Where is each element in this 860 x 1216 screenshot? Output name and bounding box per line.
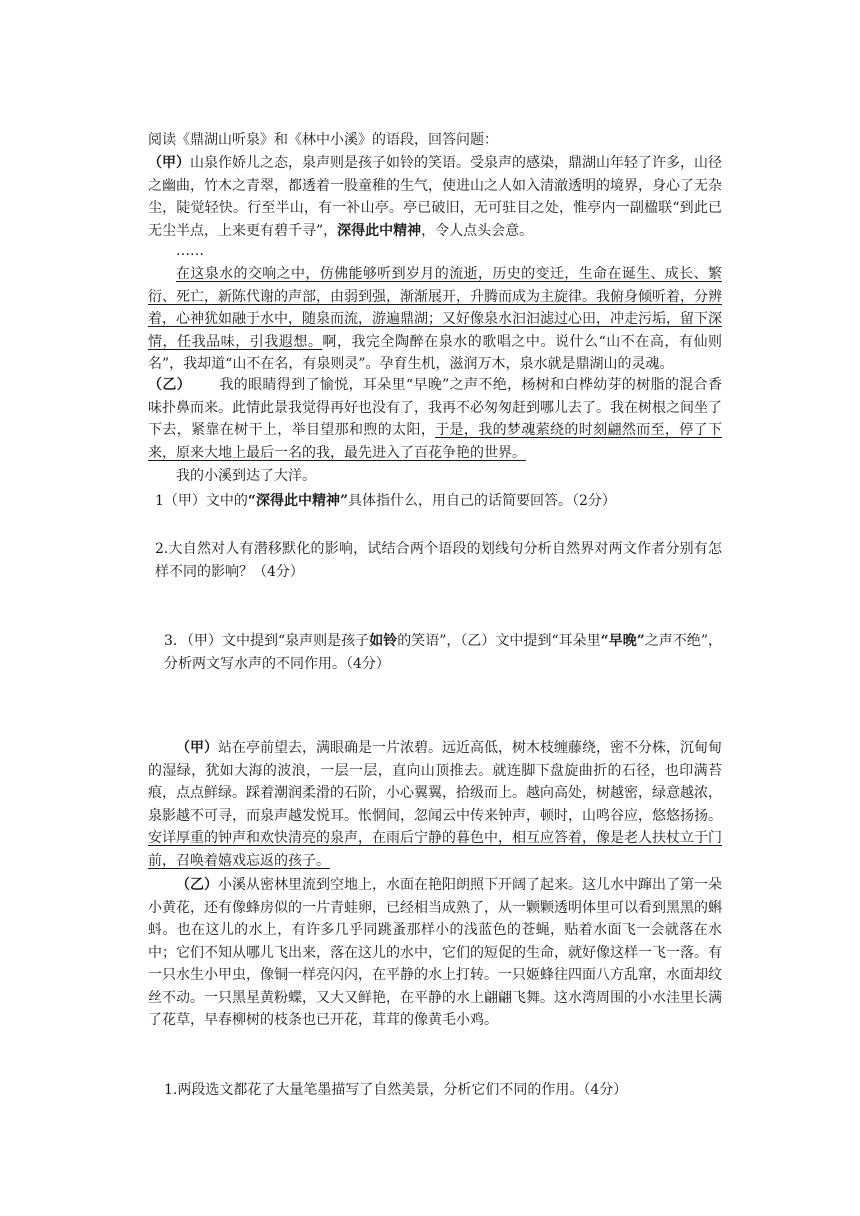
q3-bold-2: “早晚”: [600, 633, 645, 649]
label-yi: （乙）: [148, 377, 192, 393]
label-yi-2: （乙）: [176, 877, 218, 893]
intro-text: 阅读《鼎湖山听泉》和《林中小溪》的语段，回答问题：: [148, 132, 498, 148]
jia-text-a: 山泉作娇儿之态，泉声则是孩子如铃的笑语。受泉声的感染，鼎湖山年轻了许多，山径之幽曲，竹木之青翠，都透着一股童稚的生气，使进山之人如入清澈透明的境界，身心了无杂尘，陡觉轻快。行至半山，有一补山亭。亭已破旧，无可驻目之处，惟亭内一副楹联“到此已无尘半点，上来更有碧千寻”，: [148, 155, 722, 239]
passage-jia-2: [148, 263, 722, 376]
question-2: [155, 538, 722, 583]
question-2-1: [164, 1079, 722, 1102]
passage2-yi: [148, 874, 722, 1032]
q3-bold-1: 如铃: [369, 633, 398, 649]
jia-underlined-sentence: 在这泉水的交响之中，仿佛能够听到岁月的流逝，历史的变迁，生命在诞生、成长、繁衍、死亡，新陈代谢的声部，由弱到强，渐渐展开，升腾而成为主旋律。我俯身倾听着，分辨着，心神犹如融于水中，随泉而流，游遍鼎湖；又好像泉水汩汩滤过心田，冲走污垢，留下深情，任我品味，引我遐想。: [148, 266, 722, 350]
yi-last-line: 我的小溪到达了大洋。: [176, 468, 316, 484]
q3-text-a: 3．（甲）文中提到“泉声则是孩子: [164, 633, 370, 649]
label-jia-2: （甲）: [176, 740, 218, 756]
jia-text-b: ，令人点头会意。: [421, 222, 534, 239]
jia-p2-rest: 啊，我完全陶醉在泉水的歌唱之中。说什么“山不在高，有仙则名”，我却道“山不在名，有泉则灵”。孕育生机，滋润万木，泉水就是鼎湖山的灵魂。: [148, 333, 723, 372]
yi2-text: 小溪从密林里流到空地上，水面在艳阳朗照下开阔了起来。这儿水中蹿出了第一朵小黄花，还有像蜂房似的一片青蛙卵，已经相当成熟了，从一颗颗透明体里可以看到黑黑的蝌蚪。也在这儿的水上，有许多几乎同跳蚤那样小的浅蓝色的苍蝇，贴着水面飞一会就落在水中；它们不知从哪儿飞出来，落在这儿的水中，它们的短促的生命，就好像这样一飞一落。有一只水生小甲虫，像铜一样亮闪闪，在平静的水上打转。一只姬蜂往四面八方乱窜，水面却纹丝不动。一只黑星黄粉蝶，又大又鲜艳，在平静的水上翩翩飞舞。这水湾周围的小水洼里长满了花草，早春柳树的枝条也已开花，茸茸的像黄毛小鸡。: [148, 877, 722, 1028]
yi-underlined-sentence: 于是，我的梦魂萦绕的时刻翩然而至，停了下来，原来大地上最后一名的我，最先进入了百花争艳的世界。: [148, 422, 723, 461]
passage-yi-last: [148, 465, 722, 488]
jia2-text: 站在亭前望去，满眼确是一片浓碧。远近高低，树木枝缠藤绕，密不分株，沉甸甸的湿绿，犹如大海的波浪，一层一层，直向山顶推去。就连脚下盘旋曲折的石径，也印满苔痕，点点鲜绿。踩着潮润柔滑的石阶，小心翼翼，拾级而上。越向高处，树越密，绿意越浓，泉影越不可寻，而泉声越发悦耳。怅惘间，忽闻云中传来钟声，顿时，山鸣谷应，悠悠扬扬。: [148, 740, 722, 824]
jia2-underlined-sentence: 安详厚重的钟声和欢快清亮的泉声，在雨后宁静的暮色中，相互应答着，像是老人扶杖立于门前，召唤着嬉戏忘返的孩子。: [148, 830, 722, 869]
q3-text-c: 之声不绝”，分析两文写水声的不同作用。（4分）: [164, 633, 722, 672]
q1-bold: “深得此中精神”: [247, 493, 349, 509]
q1-text-b: 具体指什么，用自己的话简要回答。（2分）: [348, 493, 616, 509]
q2-text: 2.大自然对人有潜移默化的影响，试结合两个语段的划线句分析自然界对两文作者分别有怎样不同的影响？（4分）: [155, 541, 722, 580]
ellipsis: [148, 240, 722, 263]
passage2-jia: [148, 737, 722, 872]
yi-text-a: 我的眼睛得到了愉悦，耳朵里“早晚”之声不绝，杨树和白桦幼芽的树脂的混合香味扑鼻而来。此情此景我觉得再好也没有了，我再不必匆匆赶到哪儿去了。我在树根之间坐了下去，紧靠在树干上，举目望那和煦的太阳，: [148, 377, 723, 438]
jia-bold-phrase: 深得此中精神: [337, 222, 422, 239]
question-1: [155, 490, 729, 513]
part2-q1-text: 1.两段选文都花了大量笔墨描写了自然美景，分析它们不同的作用。（4分）: [164, 1082, 628, 1098]
q3-text-b: 的笑语”，（乙）文中提到“耳朵里: [397, 633, 601, 649]
q1-text-a: 1（甲）文中的: [155, 493, 248, 509]
label-jia: （甲）: [148, 155, 190, 171]
question-3: [164, 630, 722, 675]
passage-jia-1: [148, 152, 722, 242]
passage-yi-1: [148, 374, 722, 464]
intro-line: [148, 129, 722, 152]
ellipsis-text: ……: [176, 243, 204, 259]
